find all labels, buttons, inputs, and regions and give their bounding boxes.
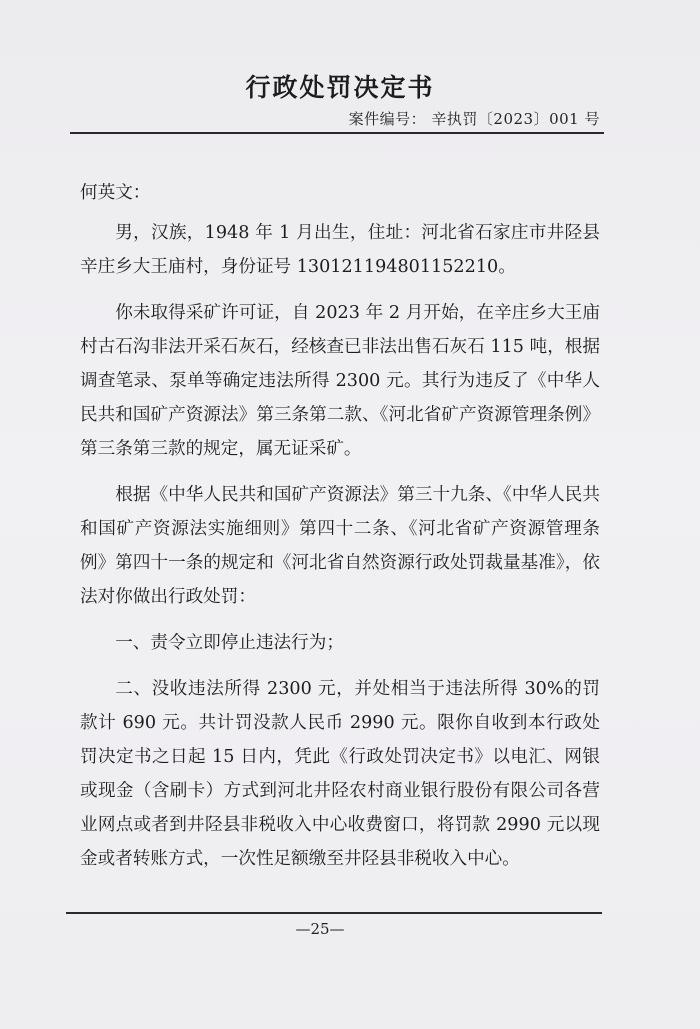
document-title: 行政处罚决定书 (245, 73, 435, 102)
footer-divider (66, 912, 602, 914)
penalty-item-2: 二、没收违法所得 2300 元，并处相当于违法所得 30%的罚款计 690 元。共计罚没款人民币 2990 元。限你自收到本行政处罚决定书之日起 15 日内，凭此《行政处罚决定书》以电汇、网银或现金（含刷卡）方式到河北井陉农村商业银行股份有限公司各营业网点或者到井陉县非税收入中心收费窗口，将罚款 2990 元以现金或者转账方式，一次性足额缴至井陉县非税收入中心。 (80, 679, 600, 869)
header-divider (70, 132, 604, 134)
penalty-item-1: 一、责令立即停止违法行为； (115, 633, 344, 653)
addressee: 何英文： (80, 183, 151, 203)
paragraph-personal-info: 男，汉族，1948 年 1 月出生，住址：河北省石家庄市井陉县辛庄乡大王庙村，身份证号 130121194801152210。 (80, 223, 600, 277)
document-body (80, 176, 600, 876)
paragraph-facts: 你未取得采矿许可证，自 2023 年 2 月开始，在辛庄乡大王庙村古石沟非法开采石灰石，经核查已非法出售石灰石 115 吨，根据调查笔录、泵单等确定违法所得 2300 元。其行为违反了《中华人民共和国矿产资源法》第三条第二款、《河北省矿产资源管理条例》第三条第三款的规定，属无证采矿。 (80, 303, 600, 459)
case-number: 案件编号： 辛执罚〔2023〕001 号 (348, 110, 600, 128)
paragraph-legal-basis: 根据《中华人民共和国矿产资源法》第三十九条、《中华人民共和国矿产资源法实施细则》第四十二条、《河北省矿产资源管理条例》第四十一条的规定和《河北省自然资源行政处罚裁量基准》，依法对你做出行政处罚： (80, 485, 600, 607)
page-number: —25— (295, 920, 345, 938)
